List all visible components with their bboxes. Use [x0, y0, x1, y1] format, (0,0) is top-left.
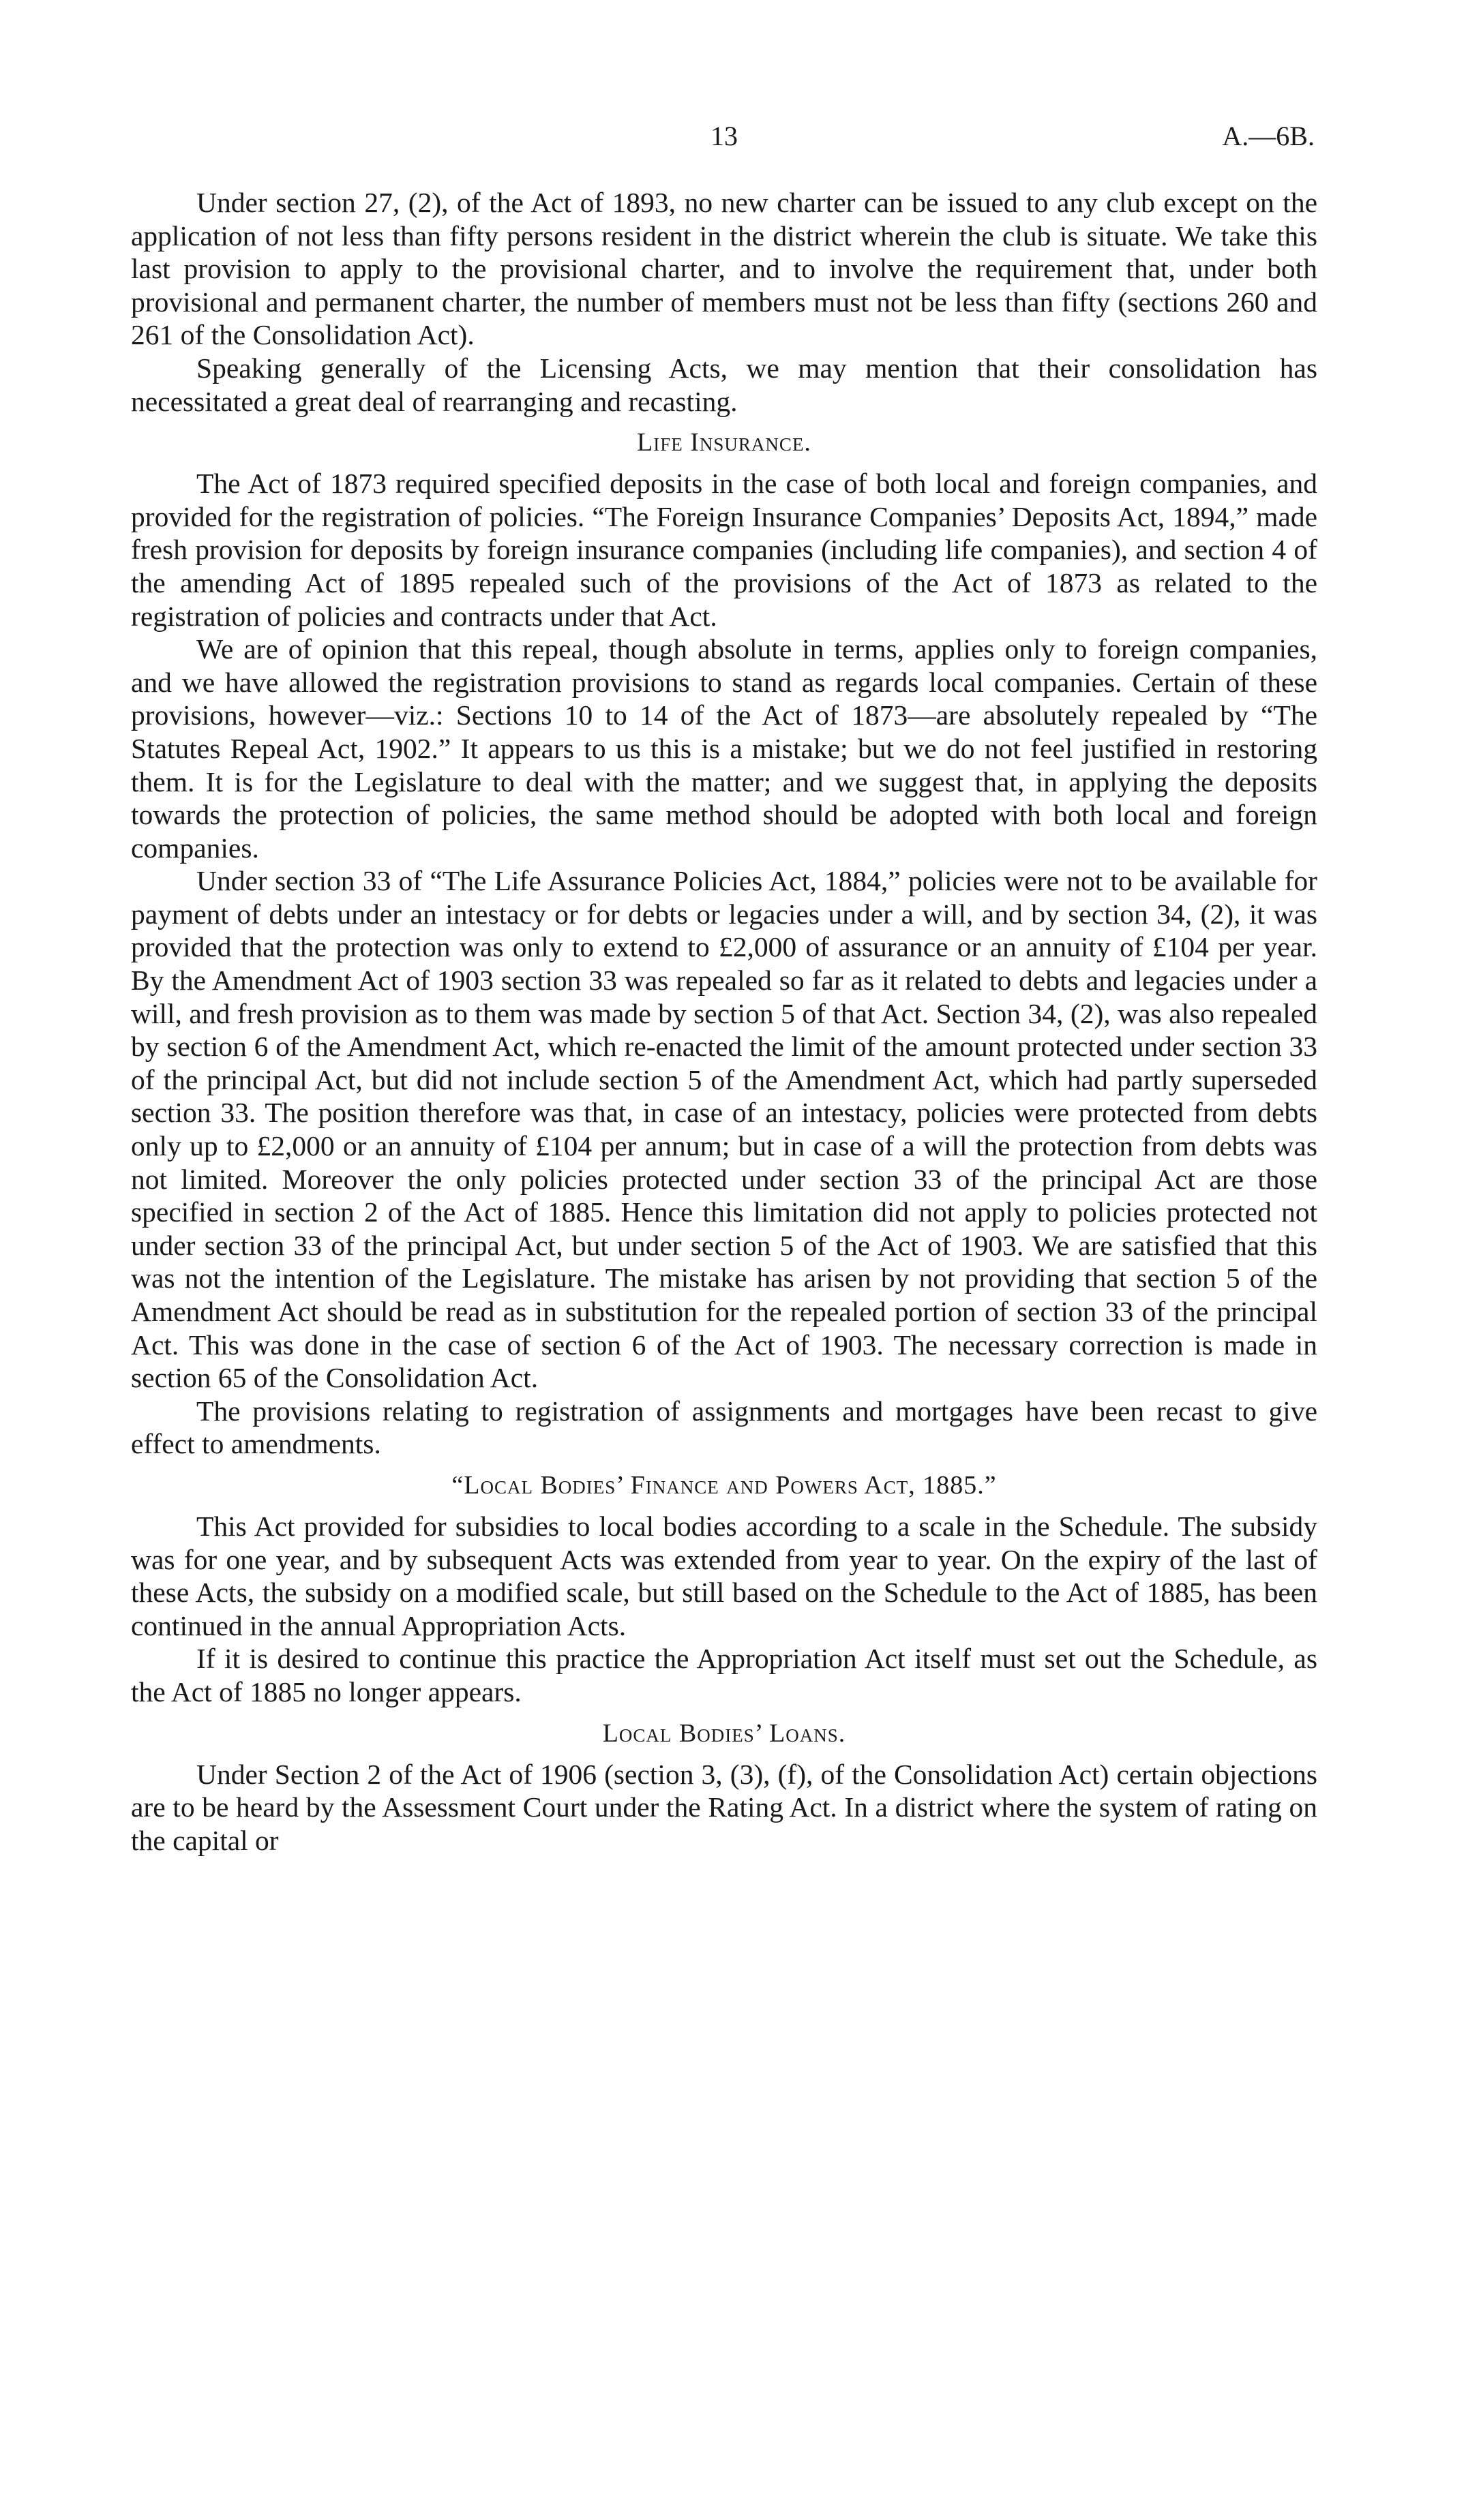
page-number: 13 [710, 121, 738, 151]
paragraph-local-bodies-finance-1: This Act provided for subsidies to local bodies according to a scale in the Schedule. The subsidy was for one year, and by subsequent Acts was extended from year to year. On the expiry of the last of these Acts, the subsidy on a modified scale, but still based on the Schedule to the Act of 1885, has been continued in the annual Appropriation Acts. [131, 1510, 1317, 1641]
body-text [131, 186, 1317, 1857]
paper-id: A.—6B. [1222, 121, 1315, 151]
paragraph-life-insurance-4: The provisions relating to registration of assignments and mortgages have been recast to give effect to amendments. [131, 1395, 1317, 1460]
heading-local-bodies-loans: Local Bodies’ Loans. [602, 1718, 846, 1748]
paragraph-club-charter: Under section 27, (2), of the Act of 1893, no new charter can be issued to any club except on the application of not less than fifty persons resident in the district wherein the club is situate. We take this last provision to apply to the provisional charter, and to involve the requirement that, under both provisional and permanent charter, the number of members must not be less than fifty (sections 260 and 261 of the Consolidation Act). [131, 187, 1317, 351]
paragraph-local-bodies-finance-2: If it is desired to continue this practice the Appropriation Act itself must set out the Schedule, as the Act of 1885 no longer appears. [131, 1643, 1317, 1707]
paragraph-life-insurance-3: Under section 33 of “The Life Assurance Policies Act, 1884,” policies were not to be available for payment of debts under an intestacy or for debts or legacies under a will, and by section 34, (2), it was provided that the protection was only to extend to £2,000 of assurance or an annuity of £104 per year. By the Amendment Act of 1903 section 33 was repealed so far as it related to debts and legacies under a will, and fresh provision as to them was made by section 5 of that Act. Section 34, (2), was also repealed by section 6 of the Amendment Act, which re-enacted the limit of the amount protected under section 33 of the principal Act, but did not include section 5 of the Amendment Act, which had partly superseded section 33. The position therefore was that, in case of an intestacy, policies were protected from debts only up to £2,000 or an annuity of £104 per annum; but in case of a will the protection from debts was not limited. Moreover the only policies protected under section 33 of the principal Act are those specified in section 2 of the Act of 1885. Hence this limitation did not apply to policies protected not under section 33 of the principal Act, but under section 5 of the Act of 1903. We are satisfied that this was not the intention of the Legislature. The mistake has arisen by not providing that section 5 of the Amendment Act should be read as in substitution for the repealed portion of section 33 of the principal Act. This was done in the case of section 6 of the Act of 1903. The necessary correction is made in section 65 of the Consolidation Act. [131, 865, 1317, 1394]
heading-local-bodies-finance: “Local Bodies’ Finance and Powers Act, 1885.” [451, 1470, 997, 1500]
paragraph-local-bodies-loans-1: Under Section 2 of the Act of 1906 (section 3, (3), (f), of the Consolidation Act) certain objections are to be heard by the Assessment Court under the Rating Act. In a district where the system of rating on the capital or [131, 1758, 1317, 1856]
page-header [131, 120, 1317, 161]
paragraph-licensing-acts: Speaking generally of the Licensing Acts, we may mention that their consolidation has necessitated a great deal of rearranging and recasting. [131, 352, 1317, 417]
paragraph-life-insurance-1: The Act of 1873 required specified deposits in the case of both local and foreign companies, and provided for the registration of policies. “The Foreign Insurance Companies’ Deposits Act, 1894,” made fresh provision for deposits by foreign insurance companies (including life companies), and section 4 of the amending Act of 1895 repealed such of the provisions of the Act of 1873 as related to the registration of policies and contracts under that Act. [131, 468, 1317, 632]
paragraph-life-insurance-2: We are of opinion that this repeal, though absolute in terms, applies only to foreign companies, and we have allowed the registration provisions to stand as regards local companies. Certain of these provisions, however—viz.: Sections 10 to 14 of the Act of 1873—are absolutely repealed by “The Statutes Repeal Act, 1902.” It appears to us this is a mistake; but we do not feel justified in restoring them. It is for the Legislature to deal with the matter; and we suggest that, in applying the deposits towards the protection of policies, the same method should be adopted with both local and foreign companies. [131, 633, 1317, 864]
heading-life-insurance: Life Insurance. [637, 428, 811, 457]
document-page [131, 0, 1317, 2520]
